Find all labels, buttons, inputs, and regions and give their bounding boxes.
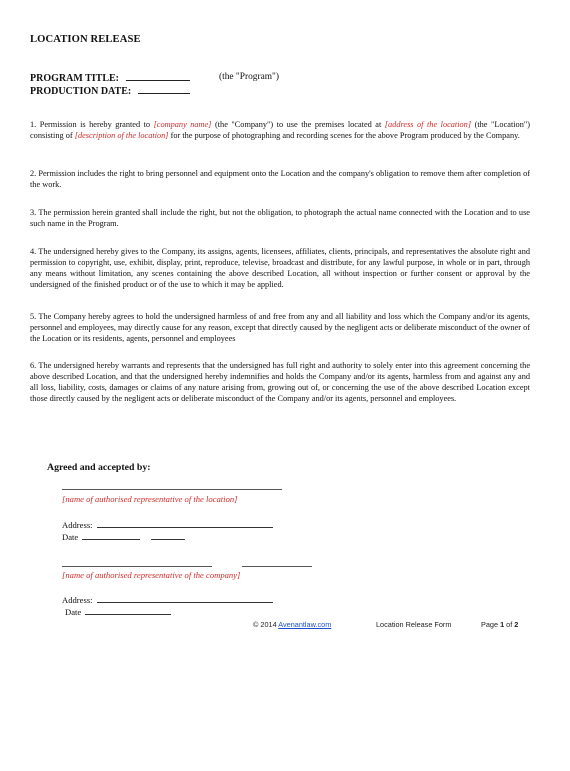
page-prefix: Page xyxy=(481,620,501,629)
company-rep-name: [name of authorised representative of the company] xyxy=(62,570,241,580)
date-label: Date xyxy=(65,607,82,617)
clause-text: (the "Company") to use the premises located at xyxy=(211,120,385,129)
location-date-row xyxy=(62,531,185,542)
footer-page-number xyxy=(481,620,518,629)
page-of: of xyxy=(504,620,515,629)
company-signature-line xyxy=(62,566,212,567)
copyright-text: © 2014 xyxy=(253,620,279,629)
program-note: (the "Program") xyxy=(219,72,279,82)
agreed-heading: Agreed and accepted by: xyxy=(47,462,151,473)
date-label: Date xyxy=(62,532,79,542)
location-date-blank-1 xyxy=(82,531,140,540)
address-label: Address: xyxy=(62,520,93,530)
clause-text: 1. Permission is hereby granted to xyxy=(30,120,154,129)
clause-text: 3. The permission herein granted shall include the right, but not the obligation, to photograph the actual name connected with the Location and to use such name in the Program. xyxy=(30,208,530,229)
location-rep-name: [name of authorised representative of the location] xyxy=(62,494,238,504)
clause-2 xyxy=(30,168,530,190)
clause-4 xyxy=(30,246,530,290)
program-title-blank xyxy=(126,71,190,81)
clause-6 xyxy=(30,360,530,404)
clause-text: for the purpose of photographing and recording scenes for the above Program produced by the Company. xyxy=(168,131,520,141)
clause-1 xyxy=(30,119,530,141)
placeholder-text: [company name] xyxy=(153,120,212,129)
location-address-row xyxy=(62,519,273,530)
page-total: 2 xyxy=(514,620,519,629)
page-current: 1 xyxy=(500,620,505,629)
clause-text: 5. The Company hereby agrees to hold the undersigned harmless of and free from any and all liability and loss which the Company and/or its agents, personnel and employees, may directly cause for any reason, except that directly caused by the negligent acts or deliberate misconduct of the owner of the Location or its residents, agents, personnel and employees xyxy=(30,312,530,344)
company-date-row xyxy=(65,606,171,617)
clause-5 xyxy=(30,311,530,344)
company-address-blank xyxy=(97,594,273,603)
clause-text: 6. The undersigned hereby warrants and represents that the undersigned has full right and authority to solely enter into this agreement concerning the above described Location, and that the undersigned hereby indemnifies and holds the Company and/or its agents, harmless from and against any and all loss, liability, costs, damages or claims of any nature arising from, growing out of, or concerning the use of the above described Location except those directly caused by the negligent acts or deliberate misconduct of the Company and/or its agents, personnel and employees. xyxy=(30,361,530,404)
program-title-label: PROGRAM TITLE: xyxy=(30,73,119,84)
production-date-blank xyxy=(138,84,190,94)
company-signature-line-2 xyxy=(242,566,312,567)
location-date-blank-2 xyxy=(151,531,185,540)
placeholder-text: [description of the location] xyxy=(74,131,169,141)
clause-3 xyxy=(30,207,530,229)
program-title-row xyxy=(30,71,190,84)
placeholder-text: [address of the location] xyxy=(384,120,472,129)
clause-text: 4. The undersigned hereby gives to the Company, its assigns, agents, licensees, affiliates, clients, principals, and representatives the absolute right and permission to copyright, use, exhibit, display, print, reproduce, televise, broadcast and distribute, for any lawful purpose, in whole or in part, through any means without limitation, any scenes containing the above described Location, all without inspection or further consent or approval by the undersigned of the finished product or of the use to which it may be applied. xyxy=(30,247,530,290)
footer-form-name: Location Release Form xyxy=(376,620,452,629)
document-title: LOCATION RELEASE xyxy=(30,34,141,45)
clause-text: (the "Location") consisting of xyxy=(30,120,530,141)
production-date-label: PRODUCTION DATE: xyxy=(30,86,132,97)
company-date-blank xyxy=(85,606,171,615)
company-address-row xyxy=(62,594,273,605)
location-signature-line xyxy=(62,489,282,490)
footer-copyright xyxy=(253,620,331,629)
avenantlaw-link[interactable]: Avenantlaw.com xyxy=(278,620,332,629)
location-address-blank xyxy=(97,519,273,528)
production-date-row xyxy=(30,84,190,97)
address-label: Address: xyxy=(62,595,93,605)
clause-text: 2. Permission includes the right to bring personnel and equipment onto the Location and the company's obligation to remove them after completion of the work. xyxy=(30,169,530,190)
